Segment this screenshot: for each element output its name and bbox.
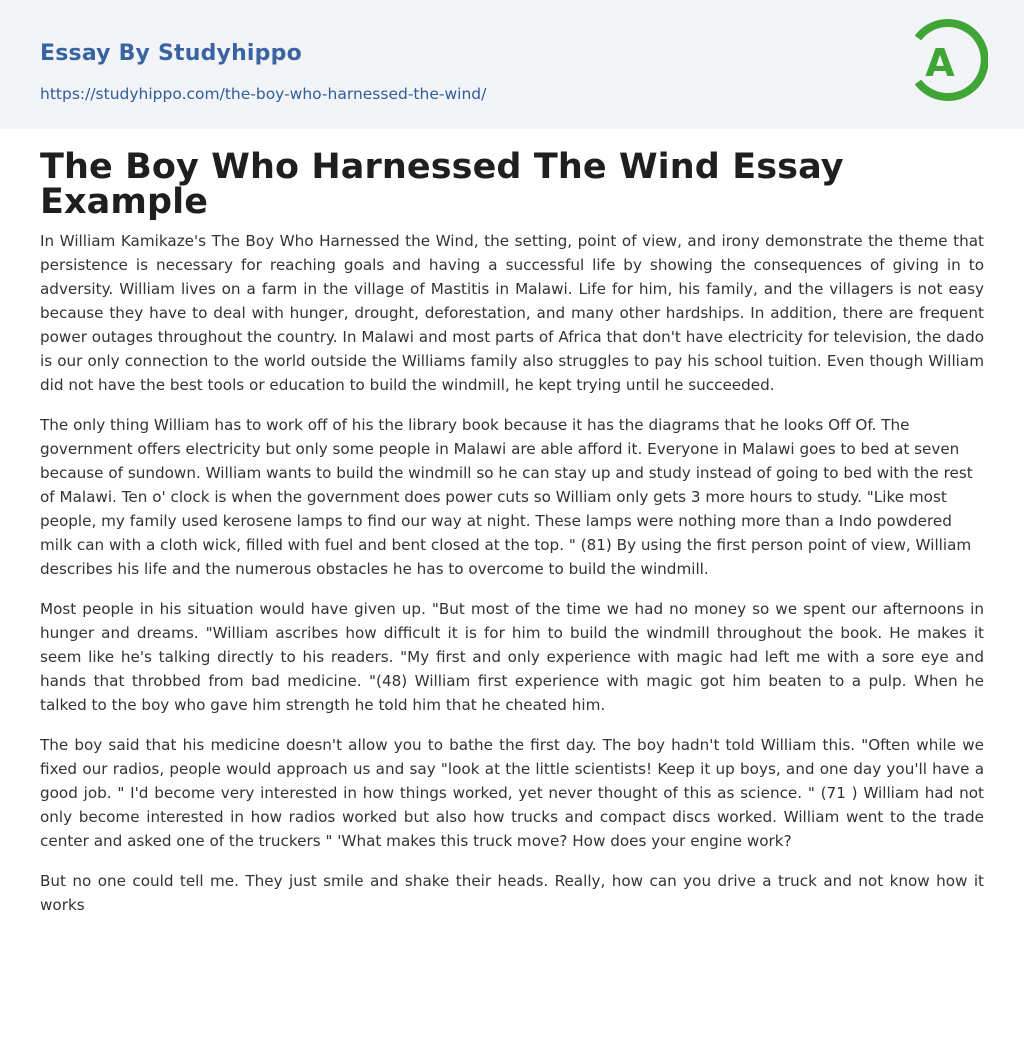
essay-paragraph-4: The boy said that his medicine doesn't allow you to bathe the first day. The boy hadn't told William this. "Often while we fixed our radios, people would approach us and say "look at the little scientists! Keep it up boys, and one day you'll have a good job. " I'd become very interested in how things worked, yet never thought of this as science. " (71 ) William had not only become interested in how radios worked but also how trucks and compact discs worked. William went to the trade center and asked one of the truckers " 'What makes this truck move? How does your engine work? — [40, 736, 984, 850]
page-url-link[interactable]: https://studyhippo.com/the-boy-who-harnessed-the-wind/ — [40, 85, 487, 103]
studyhippo-logo[interactable] — [908, 18, 988, 106]
essay-paragraph-1: In William Kamikaze's The Boy Who Harnessed the Wind, the setting, point of view, and irony demonstrate the theme that persistence is necessary for reaching goals and having a successful life by showing the consequences of giving in to adversity. William lives on a farm in the village of Mastitis in Malawi. Life for him, his family, and the villagers is not easy because they have to deal with hunger, drought, deforestation, and many other hardships. In addition, there are frequent power outages throughout the country. In Malawi and most parts of Africa that don't have electricity for television, the dado is our only connection to the world outside the Williams family also struggles to pay his school tuition. Even though William did not have the best tools or education to build the windmill, he kept trying until he succeeded. — [40, 232, 984, 394]
logo-icon — [908, 18, 988, 106]
essay-paragraph-5: But no one could tell me. They just smile and shake their heads. Really, how can you drive a truck and not know how it works — [40, 872, 984, 914]
page-title: The Boy Who Harnessed The Wind Essay Example — [40, 147, 844, 222]
essay-paragraph-2: The only thing William has to work off of his the library book because it has the diagrams that he looks Off Of. The government offers electricity but only some people in Malawi are able afford it. Everyone in Malawi goes to bed at seven because of sundown. William wants to build the windmill so he can stay up and study instead of going to bed with the rest of Malawi. Ten o' clock is when the government does power cuts so William only gets 3 more hours to study. "Like most people, my family used kerosene lamps to find our way at night. These lamps were nothing more than a Indo powdered milk can with a cloth wick, filled with fuel and bent closed at the top. " (81) By using the first person point of view, William describes his life and the numerous obstacles he has to overcome to build the windmill. — [40, 416, 973, 578]
logo-letter: A — [925, 41, 955, 85]
site-brand[interactable]: Essay By Studyhippo — [40, 41, 302, 66]
essay-paragraph-3: Most people in his situation would have given up. "But most of the time we had no money so we spent our afternoons in hunger and dreams. "William ascribes how difficult it is for him to build the windmill throughout the book. He makes it seem like he's talking directly to his readers. "My first and only experience with magic had left me with a sore eye and hands that throbbed from bad medicine. "(48) William first experience with magic got him beaten to a pulp. When he talked to the boy who gave him strength he told him that he cheated him. — [40, 600, 984, 714]
site-header — [0, 0, 1024, 129]
essay-body — [40, 229, 984, 933]
